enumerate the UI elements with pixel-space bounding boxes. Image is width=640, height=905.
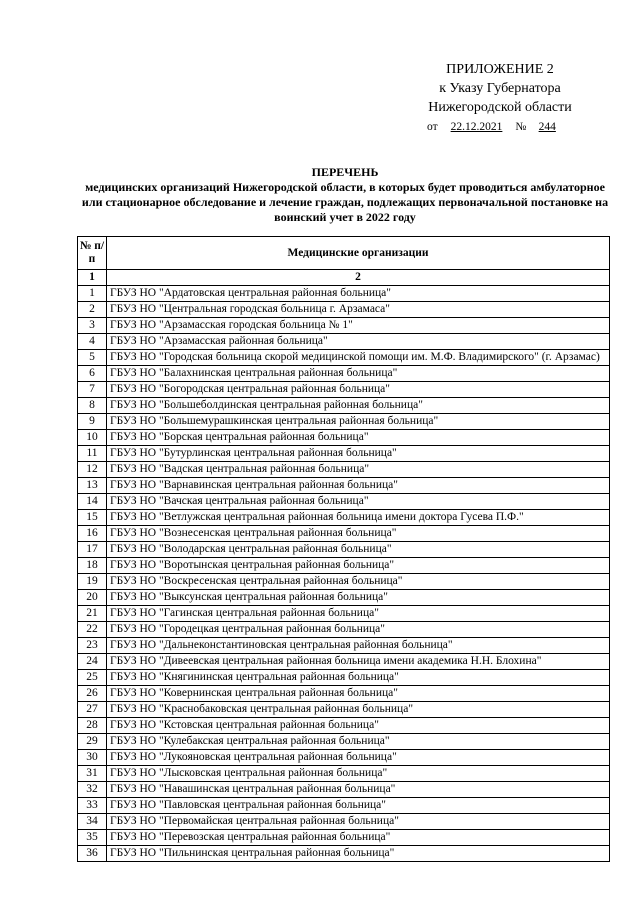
appendix-block [400,60,600,137]
table-row [78,526,610,542]
table-row [78,446,610,462]
table-row [78,430,610,446]
row-number: 33 [78,798,107,814]
organization-name: ГБУЗ НО "Лукояновская центральная районная больница" [107,750,610,766]
table-row [78,686,610,702]
title-subtitle: медицинских организаций Нижегородской области, в которых будет проводиться амбулаторное или стационарное обследование и лечение граждан, подлежащих первоначальной постановке на воинский учет в 2022 году [81,180,609,224]
row-number: 35 [78,830,107,846]
row-number: 18 [78,558,107,574]
table-row [78,702,610,718]
row-number: 29 [78,734,107,750]
row-number: 27 [78,702,107,718]
table-row [78,718,610,734]
table-row [78,830,610,846]
organization-name: ГБУЗ НО "Краснобаковская центральная районная больница" [107,702,610,718]
row-number: 13 [78,478,107,494]
table-row [78,494,610,510]
organization-name: ГБУЗ НО "Вадская центральная районная больница" [107,462,610,478]
organization-name: ГБУЗ НО "Большеболдинская центральная районная больница" [107,398,610,414]
organization-name: ГБУЗ НО "Кулебакская центральная районная больница" [107,734,610,750]
organization-name: ГБУЗ НО "Дальнеконстантиновская центральная районная больница" [107,638,610,654]
organization-name: ГБУЗ НО "Ковернинская центральная районная больница" [107,686,610,702]
row-number: 6 [78,366,107,382]
table-row [78,766,610,782]
table-row [78,734,610,750]
organization-name: ГБУЗ НО "Кстовская центральная районная больница" [107,718,610,734]
organization-name: ГБУЗ НО "Борская центральная районная больница" [107,430,610,446]
table-row [78,414,610,430]
document-title [80,165,610,225]
table-row [78,366,610,382]
table-row [78,302,610,318]
row-number: 28 [78,718,107,734]
row-number: 3 [78,318,107,334]
organization-name: ГБУЗ НО "Большемурашкинская центральная районная больница" [107,414,610,430]
row-number: 1 [78,286,107,302]
number-sign: № [515,121,527,133]
organization-name: ГБУЗ НО "Ветлужская центральная районная больница имени доктора Гусева П.Ф." [107,510,610,526]
row-number: 21 [78,606,107,622]
row-number: 23 [78,638,107,654]
organization-name: ГБУЗ НО "Богородская центральная районная больница" [107,382,610,398]
appendix-region: Нижегородской области [428,100,572,115]
organization-name: ГБУЗ НО "Вознесенская центральная районная больница" [107,526,610,542]
decree-number: 244 [538,121,556,133]
table-row [78,286,610,302]
organization-name: ГБУЗ НО "Навашинская центральная районная больница" [107,782,610,798]
table-row [78,782,610,798]
table-row [78,350,610,366]
table-header-row [78,237,610,270]
organization-name: ГБУЗ НО "Арзамасская городская больница № 1" [107,318,610,334]
row-number: 34 [78,814,107,830]
organization-name: ГБУЗ НО "Балахнинская центральная районная больница" [107,366,610,382]
organization-name: ГБУЗ НО "Дивеевская центральная районная больница имени академика Н.Н. Блохина" [107,654,610,670]
row-number: 30 [78,750,107,766]
table-row [78,590,610,606]
organization-name: ГБУЗ НО "Бутурлинская центральная районная больница" [107,446,610,462]
row-number: 15 [78,510,107,526]
organization-name: ГБУЗ НО "Первомайская центральная районная больница" [107,814,610,830]
organization-name: ГБУЗ НО "Володарская центральная районная больница" [107,542,610,558]
row-number: 12 [78,462,107,478]
table-row [78,334,610,350]
appendix-title: ПРИЛОЖЕНИЕ 2 [446,62,554,77]
row-number: 17 [78,542,107,558]
table-row [78,798,610,814]
row-number: 4 [78,334,107,350]
organization-name: ГБУЗ НО "Павловская центральная районная больница" [107,798,610,814]
row-number: 10 [78,430,107,446]
row-number: 36 [78,846,107,862]
row-number: 11 [78,446,107,462]
row-number: 31 [78,766,107,782]
column-index-row [78,270,610,286]
table-row [78,318,610,334]
row-number: 5 [78,350,107,366]
row-number: 2 [78,302,107,318]
row-number: 20 [78,590,107,606]
organization-name: ГБУЗ НО "Воротынская центральная районная больница" [107,558,610,574]
decree-date: 22.12.2021 [450,121,503,133]
organization-name: ГБУЗ НО "Выксунская центральная районная больница" [107,590,610,606]
table-row [78,606,610,622]
column-index-1: 1 [78,270,107,286]
table-row [78,622,610,638]
table-row [78,638,610,654]
row-number: 32 [78,782,107,798]
organization-name: ГБУЗ НО "Лысковская центральная районная больница" [107,766,610,782]
table-row [78,814,610,830]
table-row [78,542,610,558]
row-number: 26 [78,686,107,702]
organization-name: ГБУЗ НО "Перевозская центральная районная больница" [107,830,610,846]
table-row [78,750,610,766]
organization-name: ГБУЗ НО "Ардатовская центральная районная больница" [107,286,610,302]
column-index-2: 2 [107,270,610,286]
row-number: 8 [78,398,107,414]
organization-name: ГБУЗ НО "Городецкая центральная районная больница" [107,622,610,638]
table-row [78,478,610,494]
row-number: 7 [78,382,107,398]
organization-name: ГБУЗ НО "Воскресенская центральная районная больница" [107,574,610,590]
row-number: 22 [78,622,107,638]
row-number: 25 [78,670,107,686]
date-prefix: от [427,121,438,133]
table-row [78,670,610,686]
appendix-date-line [400,118,600,137]
table-row [78,398,610,414]
table-row [78,558,610,574]
organization-name: ГБУЗ НО "Центральная городская больница г. Арзамаса" [107,302,610,318]
title-heading: ПЕРЕЧЕНЬ [311,165,379,179]
table-row [78,462,610,478]
row-number: 19 [78,574,107,590]
table-row [78,574,610,590]
row-number: 14 [78,494,107,510]
organization-name: ГБУЗ НО "Вачская центральная районная больница" [107,494,610,510]
header-organizations: Медицинские организации [107,237,610,270]
organization-name: ГБУЗ НО "Варнавинская центральная районная больница" [107,478,610,494]
organization-name: ГБУЗ НО "Пильнинская центральная районная больница" [107,846,610,862]
organizations-table [77,236,610,862]
row-number: 16 [78,526,107,542]
organization-name: ГБУЗ НО "Городская больница скорой медицинской помощи им. М.Ф. Владимирского" (г. Арзамас) [107,350,610,366]
table-row [78,846,610,862]
header-number: № п/п [78,237,107,270]
table-row [78,382,610,398]
organization-name: ГБУЗ НО "Арзамасская районная больница" [107,334,610,350]
row-number: 9 [78,414,107,430]
organization-name: ГБУЗ НО "Гагинская центральная районная больница" [107,606,610,622]
organization-name: ГБУЗ НО "Княгининская центральная районная больница" [107,670,610,686]
table-row [78,654,610,670]
row-number: 24 [78,654,107,670]
appendix-decree: к Указу Губернатора [439,81,561,96]
table-row [78,510,610,526]
